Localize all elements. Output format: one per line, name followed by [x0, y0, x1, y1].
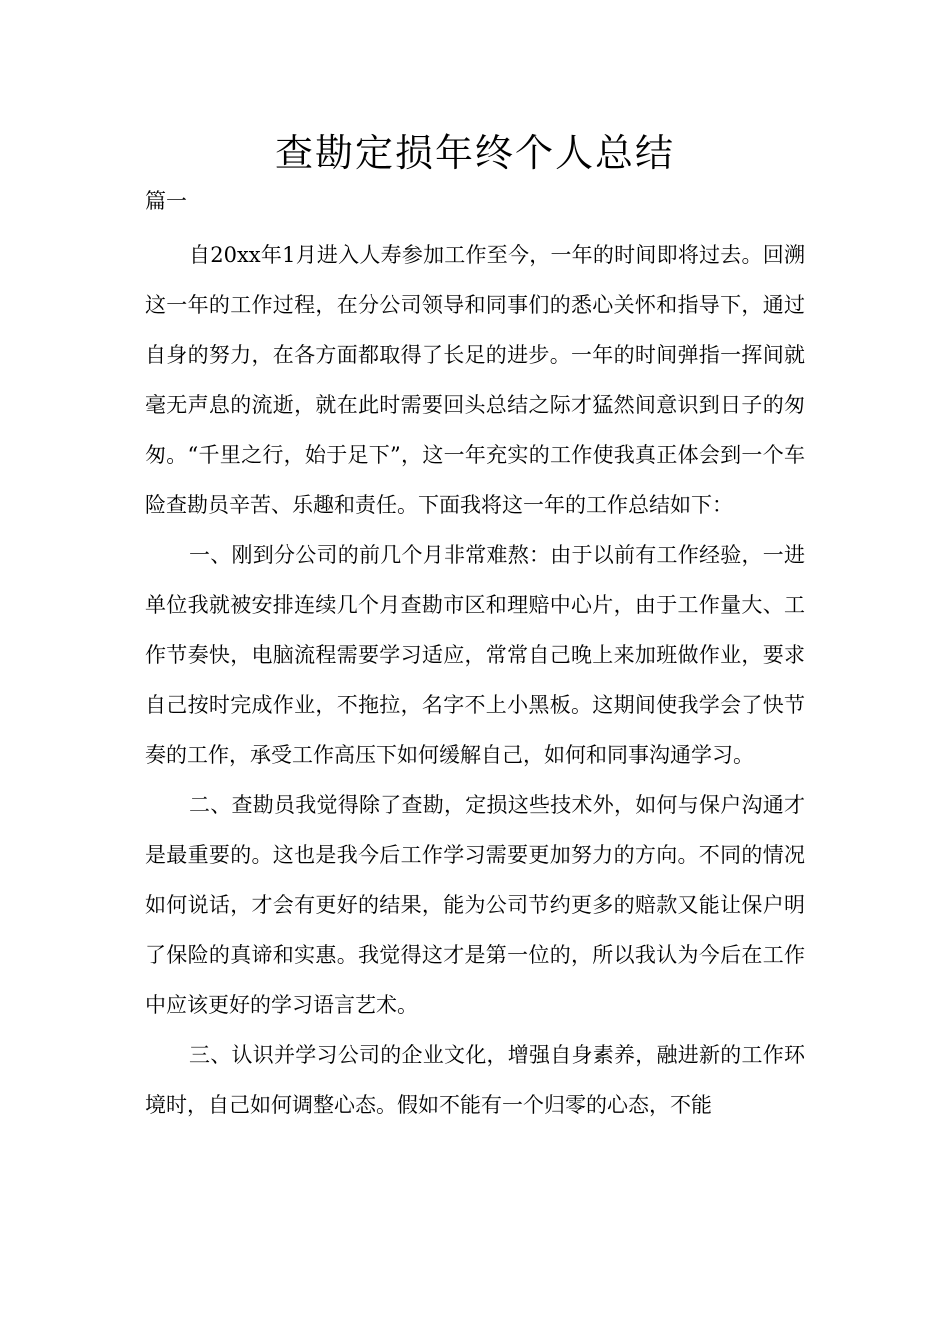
paragraph-point-two: 二、查勘员我觉得除了查勘，定损这些技术外，如何与保户沟通才是最重要的。这也是我今后工作学习需要更加努力的方向。不同的情况如何说话，才会有更好的结果，能为公司节约更多的赔款又能让保户明了保险的真谛和实惠。我觉得这才是第一位的，所以我认为今后在工作中应该更好的学习语言艺术。	[145, 793, 805, 1017]
section-label: 篇一	[145, 189, 187, 213]
document-title: 查勘定损年终个人总结	[274, 131, 675, 175]
paragraph-intro: 自20xx年1月进入人寿参加工作至今，一年的时间即将过去。回溯这一年的工作过程，在分公司领导和同事们的悉心关怀和指导下，通过自身的努力，在各方面都取得了长足的进步。一年的时间弹指一挥间就毫无声息的流逝，就在此时需要回头总结之际才猛然间意识到日子的匆匆。“千里之行，始于足下”，这一年充实的工作使我真正体会到一个车险查勘员辛苦、乐趣和责任。下面我将这一年的工作总结如下：	[145, 243, 805, 517]
paragraph-point-three: 三、认识并学习公司的企业文化，增强自身素养，融进新的工作环境时，自己如何调整心态。假如不能有一个归零的心态，不能	[145, 1043, 805, 1117]
document-body	[145, 230, 805, 1130]
paragraph-point-one: 一、刚到分公司的前几个月非常难熬：由于以前有工作经验，一进单位我就被安排连续几个月查勘市区和理赔中心片，由于工作量大、工作节奏快，电脑流程需要学习适应，常常自己晚上来加班做作业，要求自己按时完成作业，不拖拉，名字不上小黑板。这期间使我学会了快节奏的工作，承受工作高压下如何缓解自己，如何和同事沟通学习。	[145, 543, 805, 767]
